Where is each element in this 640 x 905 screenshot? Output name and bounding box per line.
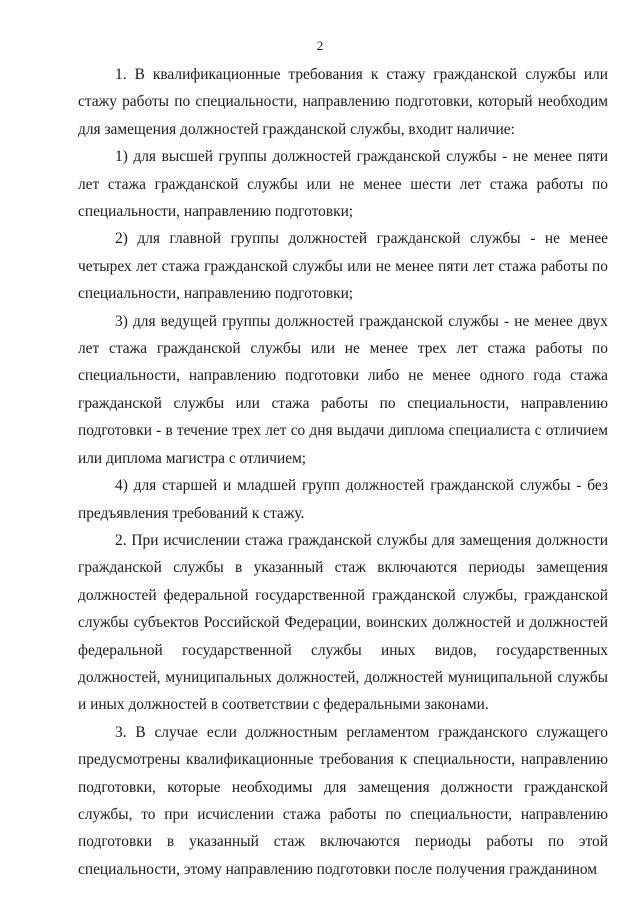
paragraph-clause-1-item-1: 1) для высшей группы должностей гражданской службы - не менее пяти лет стажа гражданской службы или не менее шести лет стажа работы по специальности, направлению подготовки; <box>78 148 608 221</box>
paragraph-clause-1-item-4: 4) для старшей и младшей групп должностей гражданской службы - без предъявления требований к стажу. <box>78 477 608 522</box>
paragraph-clause-2: 2. При исчислении стажа гражданской службы для замещения должности гражданской службы в указанный стаж включаются периоды замещения должностей федеральной государственной гражданской службы, гражданской службы субъектов Российской Федерации, воинских должностей и должностей федеральной государственной службы иных видов, государственных должностей, муниципальных должностей, должностей муниципальной службы и иных должностей в соответствии с федеральными законами. <box>78 531 608 714</box>
paragraph-clause-1: 1. В квалификационные требования к стажу гражданской службы или стажу работы по специальности, направлению подготовки, который необходим для замещения должностей гражданской службы, входит наличие: <box>78 66 608 138</box>
paragraph-clause-1-item-2: 2) для главной группы должностей гражданской службы - не менее четырех лет стажа гражданской службы или не менее пяти лет стажа работы по специальности, направлению подготовки; <box>78 230 608 303</box>
page-number: 2 <box>316 38 324 53</box>
paragraph-clause-3: 3. В случае если должностным регламентом гражданского служащего предусмотрены квалификационные требования к специальности, направлению подготовки, которые необходимы для замещения должности гражданской службы, то при исчислении стажа работы по специальности, направлению подготовки в указанный стаж включаются периоды работы по этой специальности, этому направлению подготовки после получения гражданином <box>78 723 608 878</box>
paragraph-clause-1-item-3: 3) для ведущей группы должностей гражданской службы - не менее двух лет стажа гражданской службы или не менее трех лет стажа работы по специальности, направлению подготовки либо не менее одного года стажа гражданской службы или стажа работы по специальности, направлению подготовки - в течение трех лет со дня выдачи диплома специалиста с отличием или диплома магистра с отличием; <box>78 312 608 467</box>
document-body <box>78 61 608 883</box>
